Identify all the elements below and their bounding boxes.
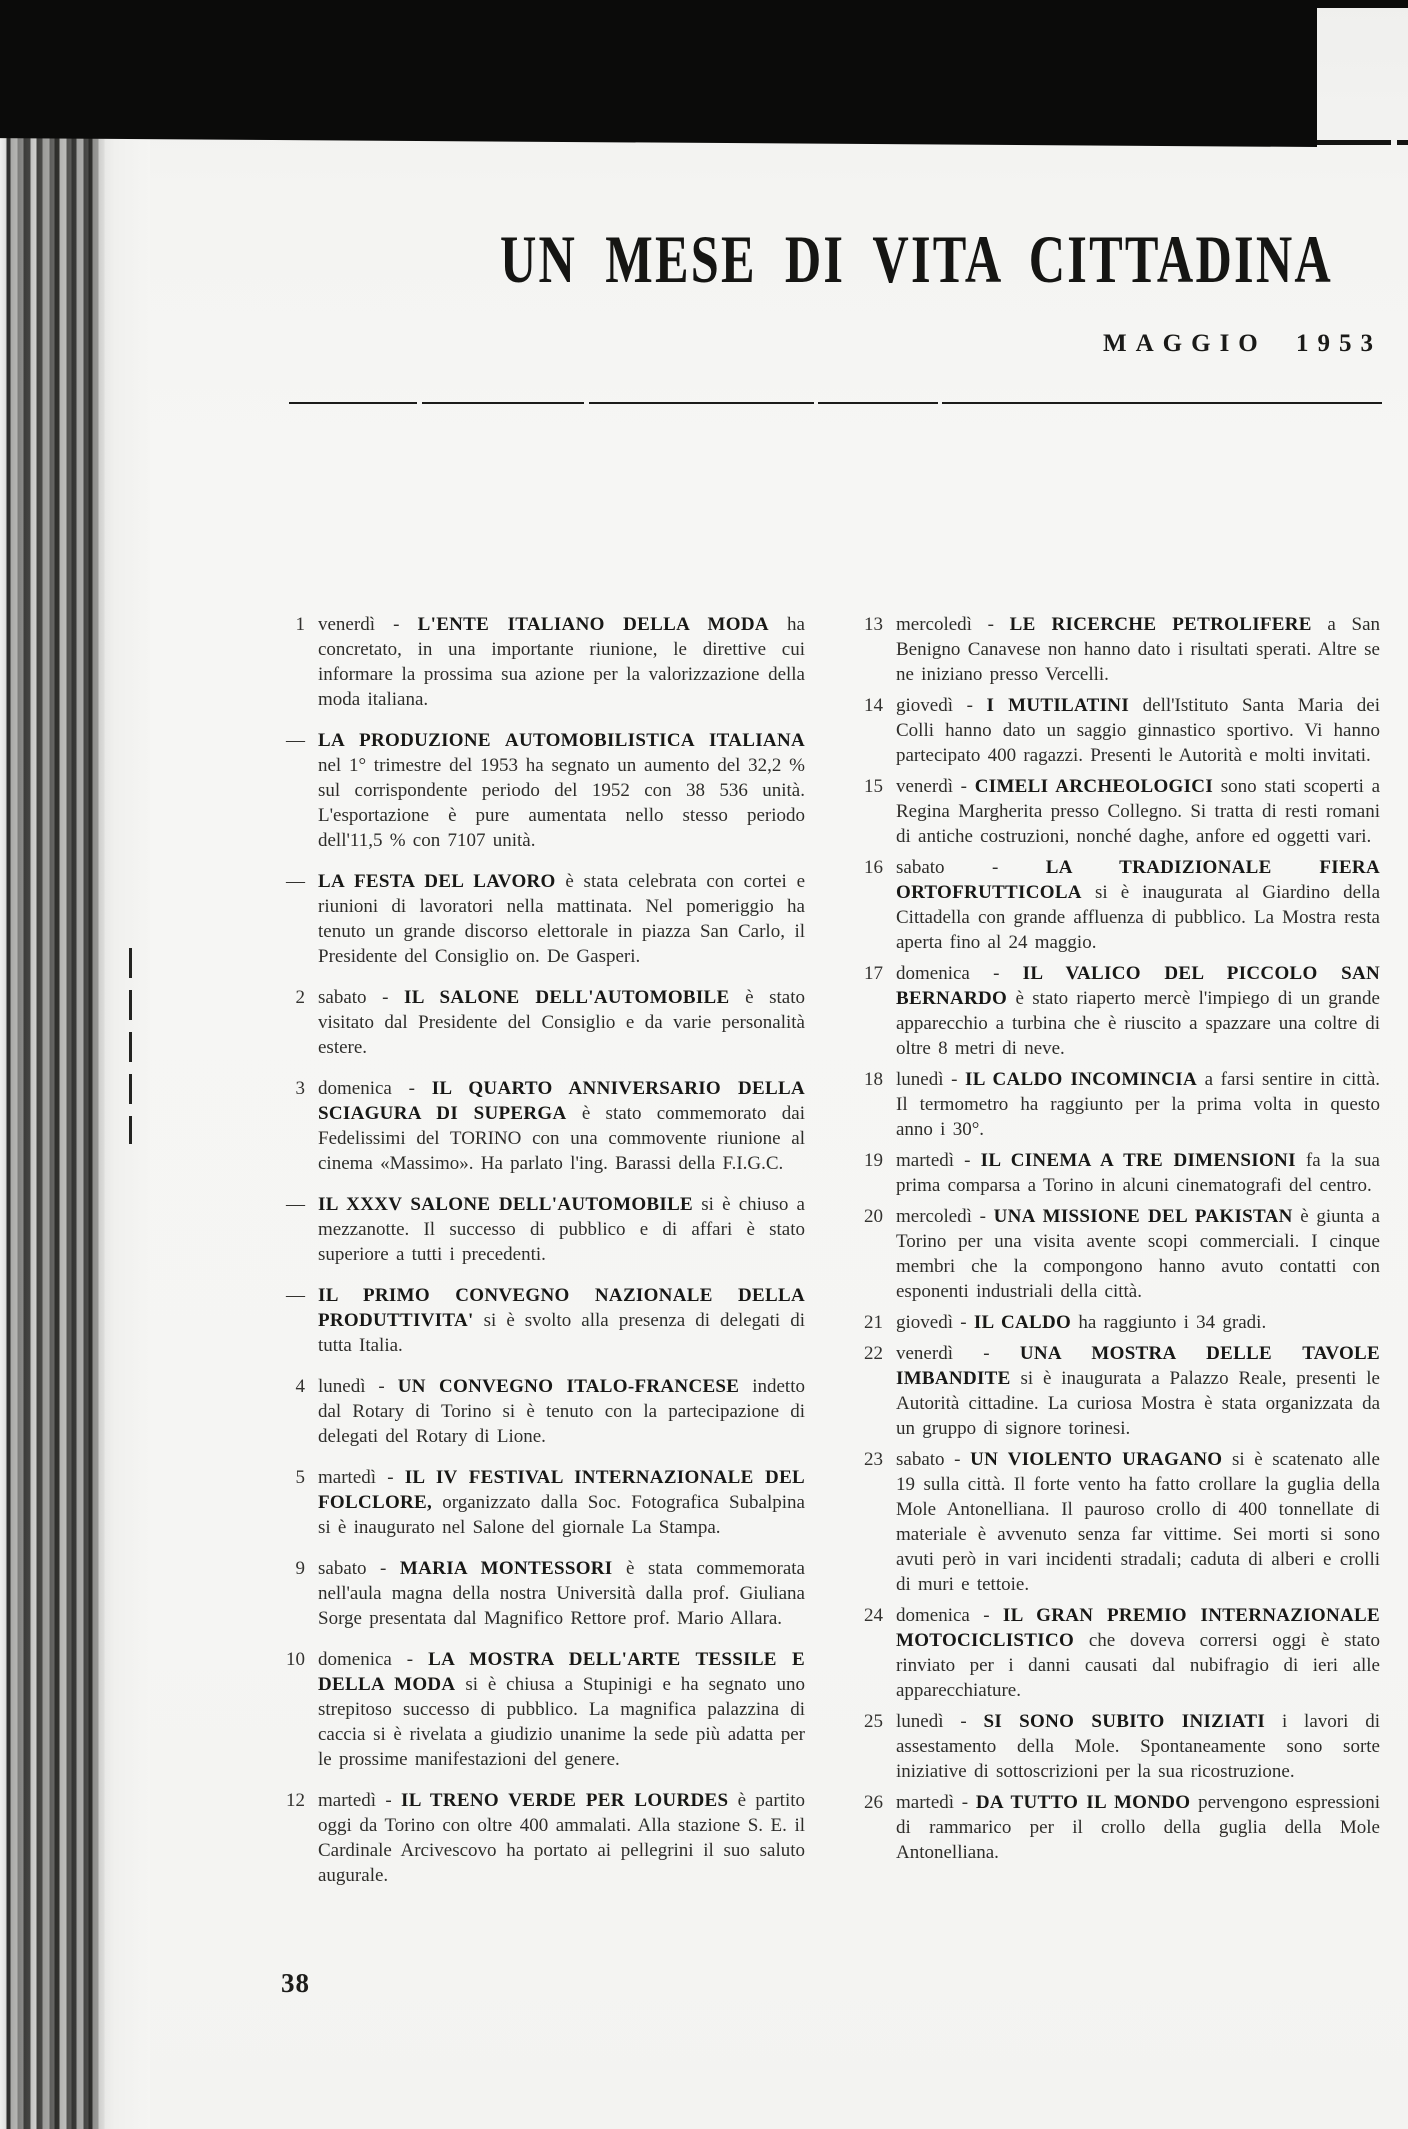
calendar-entry [270,1192,805,1267]
entry-text: domenica - IL VALICO DEL PICCOLO SAN BERNARDO è stato riaperto mercè l'impiego di un grande apparecchio a turbina che è riuscito a spazzare una coltre di oltre 8 metri di neve. [896,963,1381,1059]
calendar-entry [270,1788,805,1888]
calendar-entry [848,1709,1380,1784]
entry-subject: LA TRADIZIONALE FIERA ORTOFRUTTICOLA [896,857,1380,903]
day-name: sabato - [318,1558,400,1579]
entry-text: lunedì - IL CALDO INCOMINCIA a farsi sentire in città. Il termometro ha raggiunto per la prima volta in questo anno i 30°. [896,1069,1381,1140]
day-number: 17 [864,963,883,984]
entry-text: LA PRODUZIONE AUTOMOBILISTICA ITALIANA nel 1° trimestre del 1953 ha segnato un aumento del 32,2 % sul corrispondente periodo del 1952 con 38 536 unità. L'esportazione è pure aumentata nello stesso periodo dell'11,5 % con 7107 unità. [318,730,805,851]
day-number: 5 [295,1467,305,1488]
calendar-entry [848,1310,1380,1335]
entry-text: giovedì - I MUTILATINI dell'Istituto Santa Maria dei Colli hanno dato un saggio ginnastico sportivo. Vi hanno partecipato 400 ragazzi. Presenti le Autorità e molti invitati. [896,695,1380,766]
entry-subject: LA FESTA DEL LAVORO [318,871,556,892]
day-number: 9 [295,1558,305,1579]
scan-edge-line [1317,140,1391,145]
calendar-entry [270,985,805,1060]
entry-subject: MARIA MONTESSORI [399,1558,613,1579]
entry-subject: IL PRIMO CONVEGNO NAZIONALE DELLA PRODUTTIVITA' [318,1285,805,1331]
calendar-entry [270,1283,805,1358]
event-columns [270,612,1382,1904]
calendar-entry [848,1067,1380,1142]
entry-text: martedì - IL TRENO VERDE PER LOURDES è partito oggi da Torino con oltre 400 ammalati. Alla stazione S. E. il Cardinale Arcivescovo ha portato ai pellegrini il suo saluto augurale. [318,1790,806,1886]
entry-subject: IL CINEMA A TRE DIMENSIONI [980,1150,1296,1171]
scan-edge-line [1397,140,1408,145]
calendar-entry [270,1374,805,1449]
calendar-entry [270,869,805,969]
calendar-entry [270,1556,805,1631]
left-column [270,612,805,1904]
day-name: domenica - [896,1605,1003,1626]
day-name: domenica - [318,1078,432,1099]
entry-subject: IL VALICO DEL PICCOLO SAN BERNARDO [896,963,1381,1009]
entry-subject: IL QUARTO ANNIVERSARIO DELLA SCIAGURA DI SUPERGA [318,1078,805,1124]
calendar-entry [848,1204,1380,1304]
calendar-entry [848,774,1380,849]
day-name: martedì - [896,1150,981,1171]
day-number: 3 [295,1078,305,1099]
entry-text: martedì - DA TUTTO IL MONDO pervengono espressioni di rammarico per il crollo della guglia della Mole Antonelliana. [896,1792,1380,1863]
entry-text: sabato - LA TRADIZIONALE FIERA ORTOFRUTTICOLA si è inaugurata al Giardino della Cittadella con grande affluenza di pubblico. La Mostra resta aperta fino al 24 maggio. [896,857,1380,953]
entry-subject: LA MOSTRA DELL'ARTE TESSILE E DELLA MODA [318,1649,805,1695]
entry-text: lunedì - SI SONO SUBITO INIZIATI i lavori di assestamento della Mole. Spontaneamente sono sorte iniziative di sottoscrizioni per la sua ricostruzione. [896,1711,1380,1782]
entry-subject: IL TRENO VERDE PER LOURDES [401,1790,729,1811]
scan-top-strip [1317,0,1408,8]
day-name: mercoledì - [896,614,1010,635]
day-number: 14 [864,695,883,716]
day-number: 23 [864,1449,883,1470]
entry-text: IL PRIMO CONVEGNO NAZIONALE DELLA PRODUTTIVITA' si è svolto alla presenza di delegati di tutta Italia. [318,1285,805,1356]
calendar-entry [848,693,1380,768]
calendar-entry [848,1447,1380,1597]
calendar-entry [270,1647,805,1772]
book-page-edges [0,126,150,2129]
day-name: venerdì - [896,776,975,797]
calendar-entry [848,855,1380,955]
entry-subject: IL CALDO INCOMINCIA [965,1069,1198,1090]
entry-subject: L'ENTE ITALIANO DELLA MODA [417,614,769,635]
entry-text: IL XXXV SALONE DELL'AUTOMOBILE si è chiuso a mezzanotte. Il successo di pubblico e di affari è stato superiore a tutti i precedenti. [318,1194,805,1265]
day-number: 2 [295,987,305,1008]
calendar-entry [848,961,1380,1061]
entry-subject: IL CALDO [973,1312,1072,1333]
entry-subject: SI SONO SUBITO INIZIATI [983,1711,1266,1732]
day-name: domenica - [318,1649,429,1670]
calendar-entry [848,1790,1380,1865]
day-number: 21 [864,1312,883,1333]
entry-subject: DA TUTTO IL MONDO [975,1792,1191,1813]
calendar-entry [848,1341,1380,1441]
entry-text: martedì - IL CINEMA A TRE DIMENSIONI fa la sua prima comparsa a Torino in alcuni cinematografi del centro. [896,1150,1380,1196]
entry-text: venerdì - L'ENTE ITALIANO DELLA MODA ha concretato, in una importante riunione, le direttive cui informare la prossima sua azione per la valorizzazione della moda italiana. [318,614,805,710]
day-number: 15 [864,776,883,797]
entry-subject: LA PRODUZIONE AUTOMOBILISTICA ITALIANA [318,730,805,751]
day-name: giovedì - [896,1312,974,1333]
entry-text: domenica - LA MOSTRA DELL'ARTE TESSILE E DELLA MODA si è chiusa a Stupinigi e ha segnato uno strepitoso successo di pubblico. La magnifica palazzina di caccia si è rivelata a giudizio unanime la sede più adatta per le prossime manifestazioni del genere. [318,1649,805,1770]
day-number: 22 [864,1343,883,1364]
entry-text: domenica - IL QUARTO ANNIVERSARIO DELLA SCIAGURA DI SUPERGA è stato commemorato dai Fedelissimi del TORINO con una commovente riunione al cinema «Massimo». Ha parlato l'ing. Barassi della F.I.G.C. [318,1078,805,1174]
day-number: — [286,1285,305,1306]
day-name: martedì - [318,1467,405,1488]
entry-text: venerdì - UNA MOSTRA DELLE TAVOLE IMBANDITE si è inaugurata a Palazzo Reale, presenti le Autorità cittadine. La curiosa Mostra è stata organizzata da un gruppo di signore torinesi. [896,1343,1380,1439]
day-name: domenica - [896,963,1023,984]
day-name: martedì - [318,1790,401,1811]
day-name: sabato - [896,857,1046,878]
day-number: 10 [286,1649,305,1670]
entry-text: mercoledì - LE RICERCHE PETROLIFERE a San Benigno Canavese non hanno dato i risultati sperati. Altre se ne iniziano presso Vercelli. [896,614,1381,685]
entry-subject: IL SALONE DELL'AUTOMOBILE [404,987,730,1008]
entry-text: domenica - IL GRAN PREMIO INTERNAZIONALE MOTOCICLISTICO che doveva corrersi oggi è stato rinviato per i danni causati dal nubifragio di ieri alle apparecchiature. [896,1605,1380,1701]
calendar-entry [848,1148,1380,1198]
calendar-entry [270,728,805,853]
right-column [848,612,1380,1904]
day-name: lunedì - [896,1711,984,1732]
day-name: venerdì - [318,614,418,635]
entry-text: sabato - IL SALONE DELL'AUTOMOBILE è stato visitato dal Presidente del Consiglio e da varie personalità estere. [318,987,805,1058]
scan-top-black-bar [0,0,1317,147]
entry-text: sabato - MARIA MONTESSORI è stata commemorata nell'aula magna della nostra Università dalla prof. Giuliana Sorge presentata dal Magnifico Rettore prof. Mario Allara. [318,1558,805,1629]
day-number: 4 [295,1376,305,1397]
entry-subject: UNA MOSTRA DELLE TAVOLE IMBANDITE [896,1343,1380,1389]
calendar-entry [848,612,1380,687]
day-number: 13 [864,614,883,635]
entry-text: mercoledì - UNA MISSIONE DEL PAKISTAN è giunta a Torino per una visita avente scopi commerciali. I cinque membri che la compongono hanno avuto contatti con esponenti industriali della città. [896,1206,1380,1302]
entry-text: lunedì - UN CONVEGNO ITALO-FRANCESE indetto dal Rotary di Torino si è tenuto con la partecipazione di delegati del Rotary di Lione. [318,1376,805,1447]
entry-subject: UN VIOLENTO URAGANO [970,1449,1223,1470]
day-number: 24 [864,1605,883,1626]
entry-subject: IL XXXV SALONE DELL'AUTOMOBILE [318,1194,694,1215]
entry-subject: I MUTILATINI [986,695,1130,716]
day-name: mercoledì - [896,1206,994,1227]
day-number: 16 [864,857,883,878]
entry-subject: UN CONVEGNO ITALO-FRANCESE [397,1376,740,1397]
edge-dashed-line [129,948,132,1144]
day-name: sabato - [896,1449,971,1470]
page-number: 38 [281,1968,310,1998]
day-number: 18 [864,1069,883,1090]
day-name: lunedì - [896,1069,965,1090]
entry-text: LA FESTA DEL LAVORO è stata celebrata con cortei e riunioni di lavoratori nella mattinata. Nel pomeriggio ha tenuto un grande discorso elettorale in piazza San Carlo, il Presidente del Consiglio on. De Gasperi. [318,871,805,967]
day-number: 1 [295,614,305,635]
day-number: 12 [286,1790,305,1811]
calendar-entry [270,1076,805,1176]
entry-subject: IL IV FESTIVAL INTERNAZIONALE DEL FOLCLORE, [318,1467,806,1513]
entry-text: venerdì - CIMELI ARCHEOLOGICI sono stati scoperti a Regina Margherita presso Collegno. Si tratta di resti romani di antiche costruzioni, nonché daghe, anfore ed oggetti vari. [896,776,1381,847]
day-name: martedì - [896,1792,976,1813]
entry-subject: LE RICERCHE PETROLIFERE [1009,614,1312,635]
entry-subject: IL GRAN PREMIO INTERNAZIONALE MOTOCICLISTICO [896,1605,1380,1651]
entry-text: sabato - UN VIOLENTO URAGANO si è scatenato alle 19 sulla città. Il forte vento ha fatto crollare la guglia della Mole Antonelliana. Il pauroso crollo di 400 tonnellate di materiale è avvenuto senza far vittime. Sei morti si sono avuti però in vari incidenti stradali; caduta di alberi e crolli di muri e tettoie. [896,1449,1380,1595]
day-name: lunedì - [318,1376,398,1397]
day-number: 19 [864,1150,883,1171]
day-number: — [286,1194,305,1215]
day-name: venerdì - [896,1343,1020,1364]
divider-rule [289,402,1382,405]
day-name: sabato - [318,987,405,1008]
issue-month: MAGGIO 1953 [1103,330,1382,357]
day-number: 25 [864,1711,883,1732]
entry-text: giovedì - IL CALDO ha raggiunto i 34 gradi. [896,1312,1267,1333]
calendar-entry [270,612,805,712]
calendar-entry [848,1603,1380,1703]
calendar-entry [270,1465,805,1540]
entry-text: martedì - IL IV FESTIVAL INTERNAZIONALE DEL FOLCLORE, organizzato dalla Soc. Fotografica Subalpina si è inaugurato nel Salone del giornale La Stampa. [318,1467,806,1538]
day-number: 20 [864,1206,883,1227]
page-title: UN MESE DI VITA CITTADINA [500,221,1333,297]
entry-subject: UNA MISSIONE DEL PAKISTAN [993,1206,1293,1227]
day-number: — [286,871,305,892]
entry-subject: CIMELI ARCHEOLOGICI [974,776,1214,797]
day-name: giovedì - [896,695,987,716]
day-number: — [286,730,305,751]
day-number: 26 [864,1792,883,1813]
